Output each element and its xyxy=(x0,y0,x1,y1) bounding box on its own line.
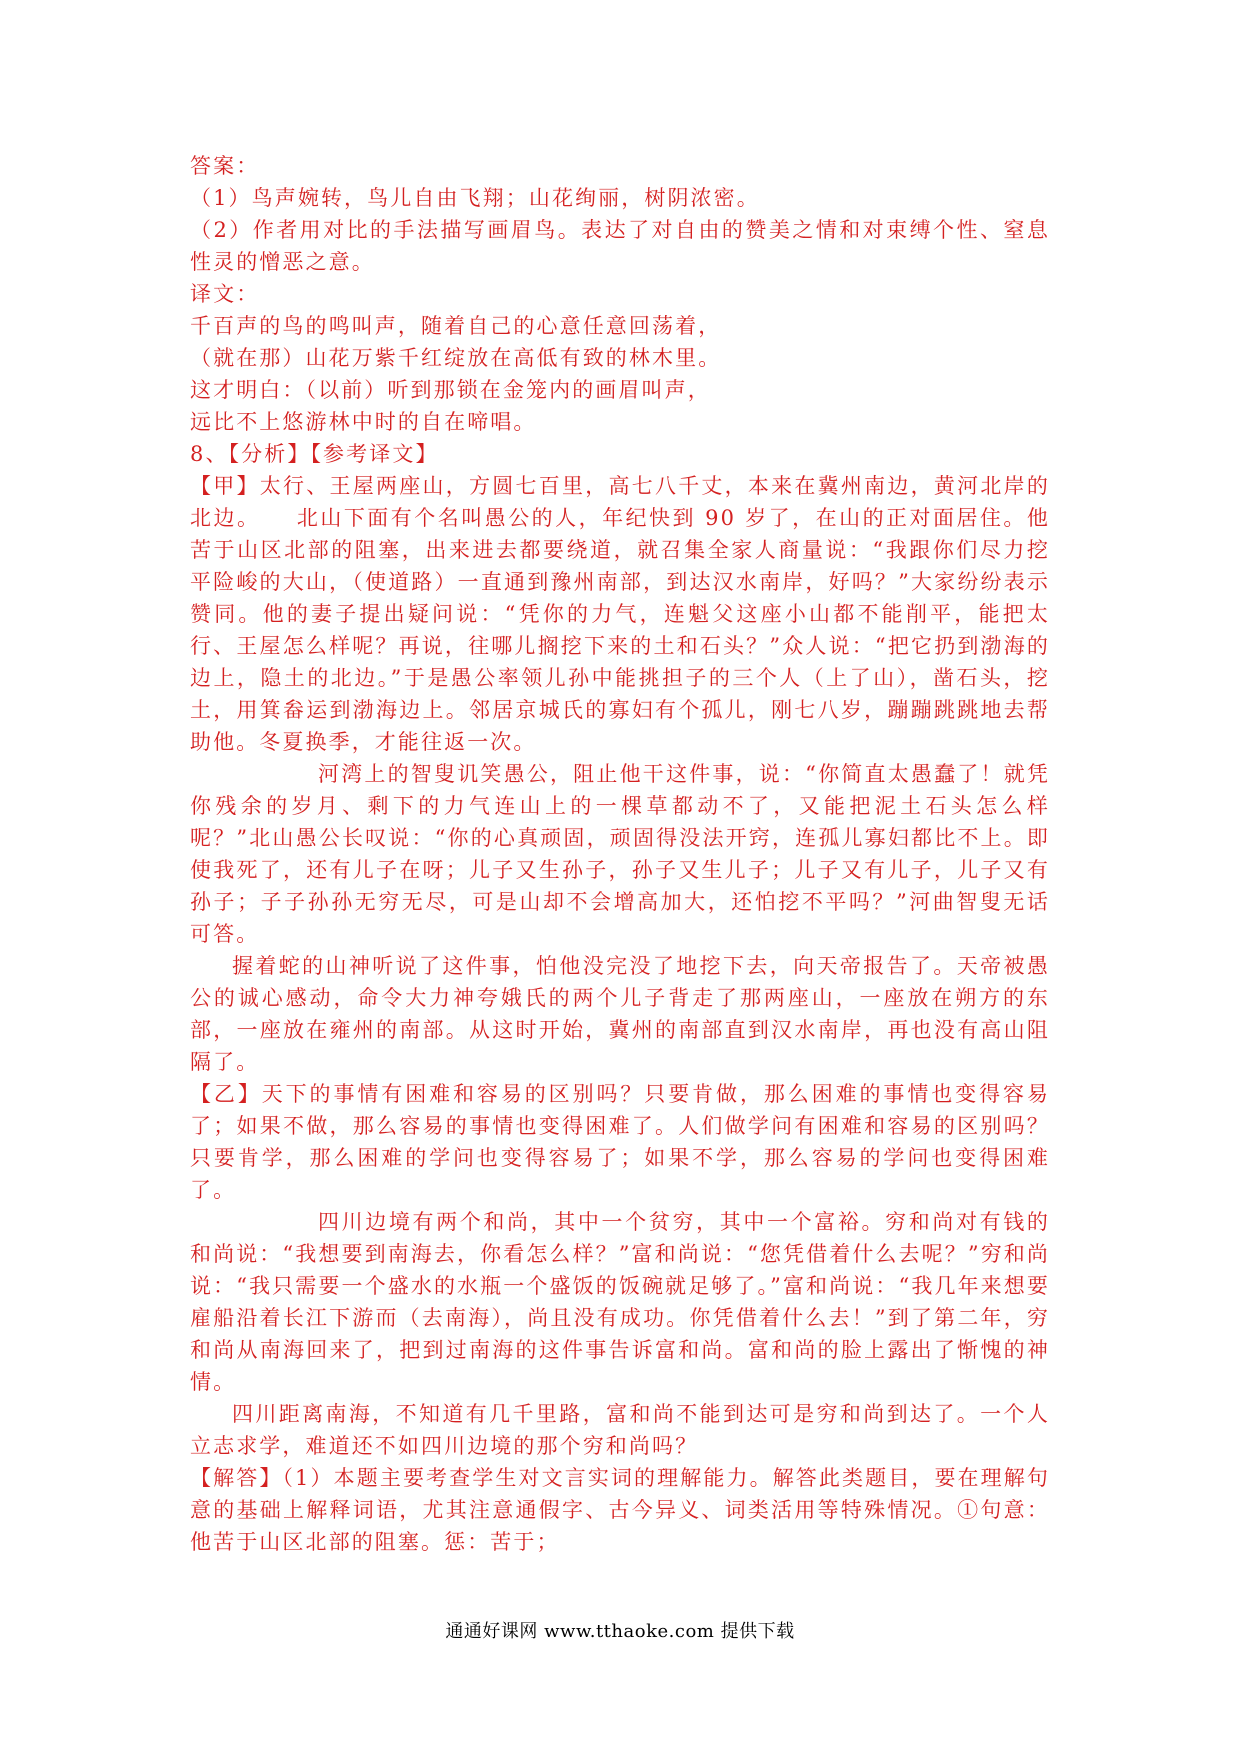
answer-explanation: 【解答】（1）本题主要考查学生对文言实词的理解能力。解答此类题目，要在理解句意的基础上解释词语，尤其注意通假字、古今异义、词类活用等特殊情况。①句意：他苦于山区北部的阻塞。惩：苦于； xyxy=(190,1466,1050,1554)
question-8-heading: 8、【分析】【参考译文】 xyxy=(190,442,439,466)
yi-paragraph-2: 四川边境有两个和尚，其中一个贫穷，其中一个富裕。穷和尚对有钱的和尚说：“我想要到南海去，你看怎么样？”富和尚说：“您凭借着什么去呢？”穷和尚说：“我只需要一个盛水的水瓶一个盛饭的饭碗就足够了。”富和尚说：“我几年来想要雇船沿着长江下游而（去南海），尚且没有成功。你凭借着什么去！”到了第二年，穷和尚从南海回来了，把到过南海的这件事告诉富和尚。富和尚的脸上露出了惭愧的神情。 xyxy=(190,1210,1050,1394)
jia-paragraph-2: 河湾上的智叟讥笑愚公，阻止他干这件事，说：“你简直太愚蠢了！就凭你残余的岁月、剩下的力气连山上的一棵草都动不了，又能把泥土石头怎么样呢？”北山愚公长叹说：“你的心真顽固，顽固得没法开窍，连孤儿寡妇都比不上。即使我死了，还有儿子在呀；儿子又生孙子，孙子又生儿子；儿子又有儿子，儿子又有孙子；子子孙孙无穷无尽，可是山却不会增高加大，还怕挖不平吗？”河曲智叟无话可答。 xyxy=(190,762,1050,946)
translation-label: 译文： xyxy=(190,282,260,306)
translation-line: 千百声的鸟的鸣叫声，随着自己的心意任意回荡着， xyxy=(190,314,722,338)
yi-paragraph-3: 四川距离南海，不知道有几千里路，富和尚不能到达可是穷和尚到达了。一个人立志求学，难道还不如四川边境的那个穷和尚吗？ xyxy=(190,1402,1050,1458)
translation-line: 远比不上悠游林中时的自在啼唱。 xyxy=(190,410,537,434)
document-body xyxy=(190,150,1050,1558)
translation-line: （就在那）山花万紫千红绽放在高低有致的林木里。 xyxy=(190,346,722,370)
translation-line: 这才明白：（以前）听到那锁在金笼内的画眉叫声， xyxy=(190,378,711,402)
jia-paragraph-1: 【甲】太行、王屋两座山，方圆七百里，高七八千丈，本来在冀州南边，黄河北岸的北边。 北山下面有个名叫愚公的人，年纪快到 90 岁了，在山的正对面居住。他苦于山区北部的阻塞，出来进去都要绕道，就召集全家人商量说：“我跟你们尽力挖平险峻的大山，（使道路）一直通到豫州南部，到达汉水南岸，好吗？”大家纷纷表示赞同。他的妻子提出疑问说：“凭你的力气，连魁父这座小山都不能削平，能把太行、王屋怎么样呢？再说，往哪儿搁挖下来的土和石头？”众人说：“把它扔到渤海的边上，隐土的北边。”于是愚公率领儿孙中能挑担子的三个人（上了山），凿石头，挖土，用箕畚运到渤海边上。邻居京城氏的寡妇有个孤儿，刚七八岁，蹦蹦跳跳地去帮助他。冬夏换季，才能往返一次。 xyxy=(190,474,1050,754)
footer-source: 通通好课网 www.tthaoke.com 提供下载 xyxy=(445,1621,795,1642)
yi-paragraph-1: 【乙】天下的事情有困难和容易的区别吗？只要肯做，那么困难的事情也变得容易了；如果不做，那么容易的事情也变得困难了。人们做学问有困难和容易的区别吗？只要肯学，那么困难的学问也变得容易了；如果不学，那么容易的学问也变得困难了。 xyxy=(190,1082,1050,1202)
answer-label: 答案： xyxy=(190,154,260,178)
answer-2: （2）作者用对比的手法描写画眉鸟。表达了对自由的赞美之情和对束缚个性、窒息性灵的憎恶之意。 xyxy=(190,218,1050,274)
jia-paragraph-3: 握着蛇的山神听说了这件事，怕他没完没了地挖下去，向天帝报告了。天帝被愚公的诚心感动，命令大力神夸娥氏的两个儿子背走了那两座山，一座放在朔方的东部，一座放在雍州的南部。从这时开始，冀州的南部直到汉水南岸，再也没有高山阻隔了。 xyxy=(190,954,1050,1074)
answer-1: （1）鸟声婉转，鸟儿自由飞翔；山花绚丽，树阴浓密。 xyxy=(190,186,760,210)
